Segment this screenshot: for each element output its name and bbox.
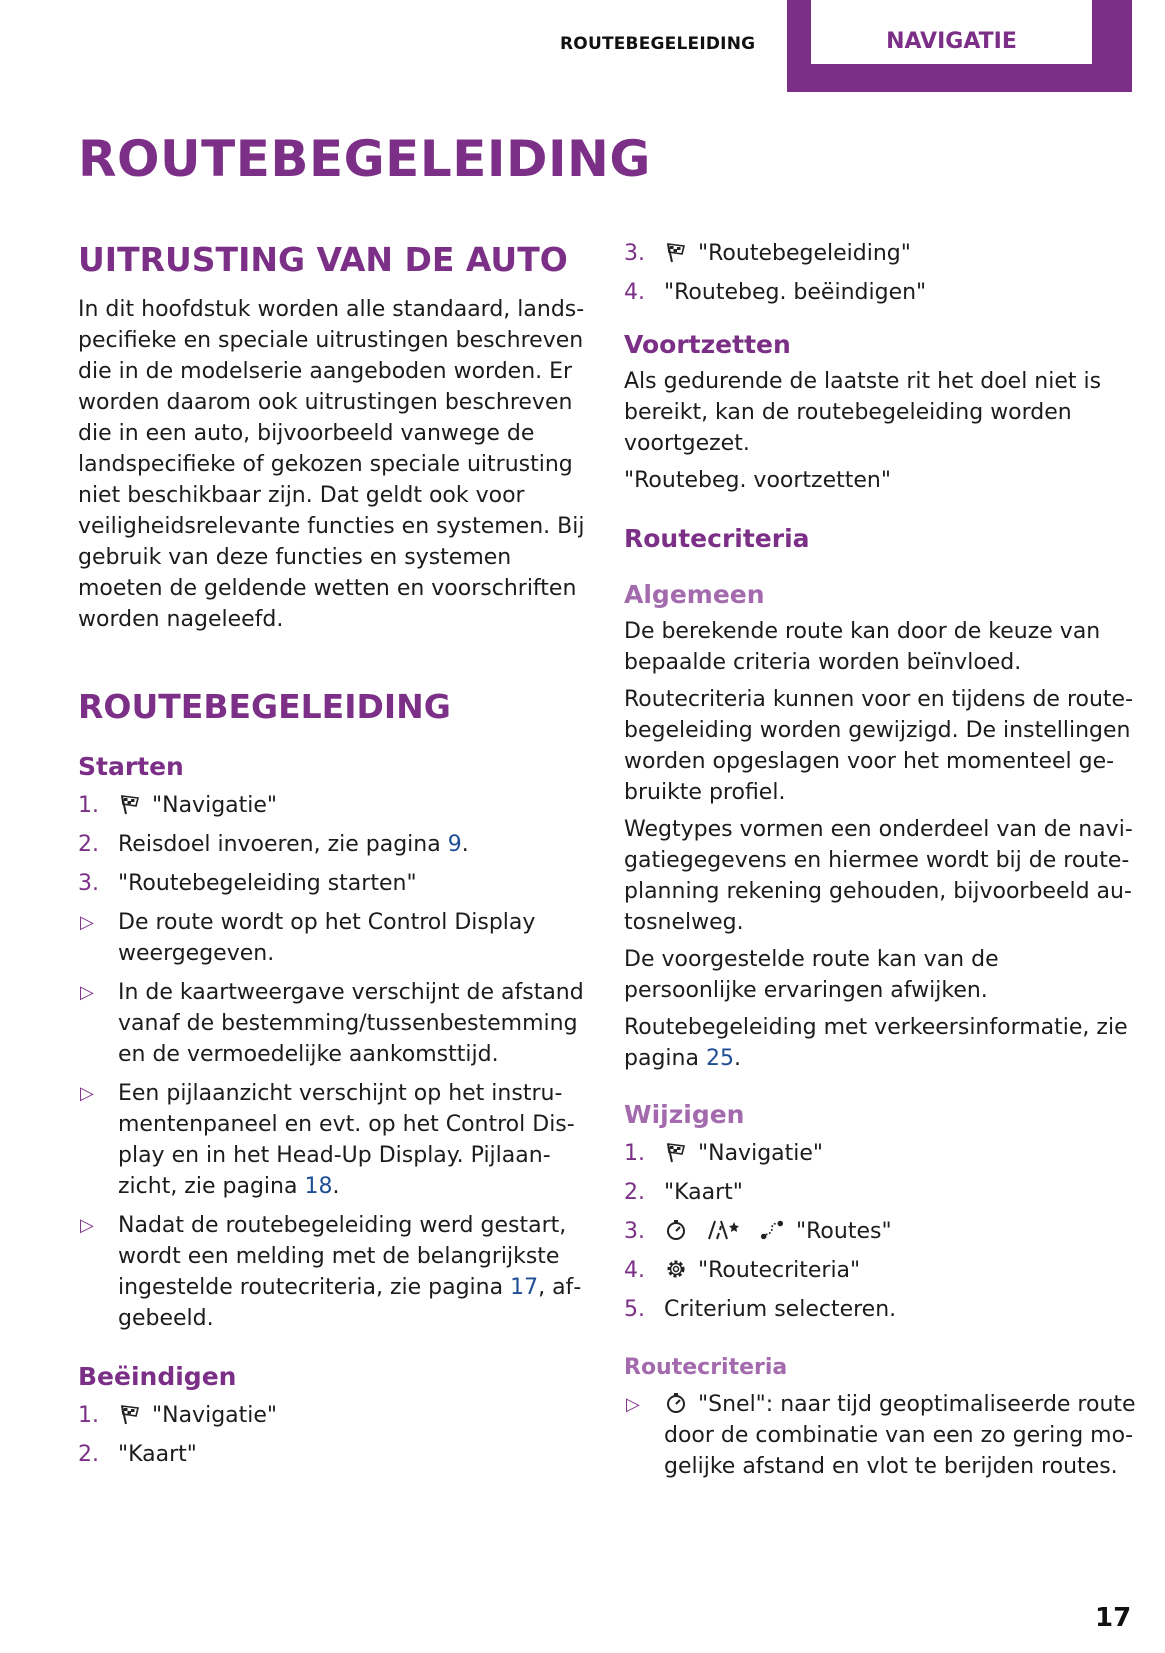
page-link[interactable]: 18 [304,1174,333,1200]
left-column [78,240,590,1478]
step-number: 1. [78,793,99,819]
end-steps-continued [624,238,1136,308]
step-number: 2. [78,1442,99,1468]
list-item [624,1138,1136,1169]
step-text: "Kaart" [664,1180,743,1205]
step-text: "Navigatie" [152,793,278,819]
list-item: 2. Reisdoel invoeren, zie pagina 9. [78,829,590,860]
navigation-flag-icon [664,241,688,263]
start-steps [78,790,590,1334]
step-number: 3. [624,1219,645,1244]
triangle-bullet-icon: ▷ [626,1394,640,1416]
continue-text: Als gedurende de laatste rit het doel niet is bereikt, kan de routebegeleiding worden voortgezet. [624,369,1102,456]
bullet-item [78,977,590,1070]
page-link[interactable]: 9 [447,832,462,858]
bullet-item: ▷ Een pijlaanzicht verschijnt op het instrumentenpaneel en evt. op het Control Display en in het Head-Up Display. Pijlaanzicht, zie pagina 18. [78,1078,590,1202]
step-text: "Kaart" [118,1442,197,1468]
list-item [624,1177,1136,1208]
list-item [78,1439,590,1470]
general-p5: Routebegeleiding met verkeersinformatie, zie pagina 25. [624,1015,1128,1071]
list-item [624,277,1136,308]
step-text: "Routes" [796,1219,892,1244]
bullet-text: Nadat de routebegeleiding werd gestart, wordt een melding met de belangrijkste ingestelde routecriteria, zie pagina [118,1213,567,1301]
triangle-bullet-icon: ▷ [80,1215,94,1237]
list-item [78,868,590,899]
change-steps [624,1138,1136,1325]
bullet-text: De route wordt op het Control Display weergegeven. [118,910,536,967]
continue-action: "Routebeg. voortzetten" [624,468,891,493]
page-number: 17 [1095,1603,1132,1633]
change-heading: Wijzigen [624,1100,745,1129]
bullet-item [78,907,590,969]
road-icon [706,1219,742,1241]
stopwatch-icon [664,1392,688,1414]
end-steps [78,1400,590,1470]
right-column [624,238,1136,1490]
sub-criteria-bullets [624,1389,1136,1482]
triangle-bullet-icon: ▷ [80,1083,94,1105]
equipment-heading: UITRUSTING VAN DE AUTO [78,240,568,279]
step-text: Criterium selecteren. [664,1297,897,1322]
page-link[interactable]: 17 [510,1275,539,1301]
step-number: 5. [624,1297,645,1322]
gear-icon [664,1258,688,1280]
step-text: "Routecriteria" [698,1258,861,1283]
bullet-item: ▷ Nadat de routebegeleiding werd gestart, wordt een melding met de belangrijkste ingestelde routecriteria, zie pagina 17, afgebeeld. [78,1210,590,1334]
step-number: 3. [624,241,645,266]
list-item [624,1216,1136,1247]
stopwatch-icon [664,1219,688,1241]
step-number: 2. [78,832,99,858]
route-icon [760,1219,784,1241]
navigation-flag-icon [118,793,142,815]
step-text: "Routebegeleiding" [698,241,911,266]
bullet-text: Een pijlaanzicht verschijnt op het instrumentenpaneel en evt. op het Control Display en in het Head-Up Display. Pijlaanzicht, zie pagina [118,1081,575,1200]
triangle-bullet-icon: ▷ [80,982,94,1004]
guidance-heading: ROUTEBEGELEIDING [78,686,451,726]
step-number: 4. [624,1258,645,1283]
chapter-tab-label: NAVIGATIE [886,29,1017,54]
general-p4: De voorgestelde route kan van de persoonlijke ervaringen afwijken. [624,947,999,1003]
triangle-bullet-icon: ▷ [80,912,94,934]
bullet-text: "Snel": naar tijd geoptimaliseerde route door de combinatie van een zo gering mogelijke afstand en vlot te berijden routes. [664,1392,1136,1480]
step-number: 3. [78,871,99,897]
step-text: "Routebegeleiding starten" [118,871,417,897]
page-link[interactable]: 25 [705,1046,734,1071]
bullet-item [624,1389,1136,1482]
start-heading: Starten [78,752,184,782]
general-p1: De berekende route kan door de keuze van bepaalde criteria worden beïnvloed. [624,619,1101,675]
step-text: "Navigatie" [698,1141,824,1166]
list-item [78,790,590,821]
step-number: 1. [78,1403,99,1429]
step-number: 4. [624,280,645,305]
running-header-section: ROUTEBEGELEIDING [560,34,756,54]
list-item [624,238,1136,269]
sub-criteria-heading: Routecriteria [624,1355,788,1380]
bullet-text: In de kaartweergave verschijnt de afstand vanaf de bestemming/tussenbestemming en de vermoedelijke aankomsttijd. [118,980,584,1068]
step-number: 1. [624,1141,645,1166]
criteria-heading: Routecriteria [624,524,810,553]
navigation-flag-icon [118,1403,142,1425]
list-item [624,1294,1136,1325]
chapter-tab [787,0,1132,92]
continue-heading: Voortzetten [624,330,791,359]
step-text: Reisdoel invoeren, zie pagina [118,832,448,858]
step-text: "Routebeg. beëindigen" [664,280,927,305]
end-heading: Beëindigen [78,1362,237,1392]
list-item [624,1255,1136,1286]
general-heading: Algemeen [624,580,765,609]
equipment-text: In dit hoofdstuk worden alle standaard, landspecifieke en speciale uitrustingen beschreven die in de modelserie aangeboden worden. Er worden daarom ook uitrustingen beschreven die in een auto, bijvoorbeeld vanwege de landspecifieke of gekozen speciale uitrusting niet beschikbaar zijn. Dat geldt ook voor veiligheidsrelevante functies en systemen. Bij gebruik van deze functies en systemen moeten de geldende wetten en voorschriften worden nageleefd. [78,296,585,632]
step-text: "Navigatie" [152,1403,278,1429]
general-p2: Routecriteria kunnen voor en tijdens de routebegeleiding worden gewijzigd. De instellingen worden opgeslagen voor het momenteel gebruikte profiel. [624,687,1134,805]
general-p3: Wegtypes vormen een onderdeel van de navigatiegegevens en hiermee wordt bij de routeplanning rekening gehouden, bijvoorbeeld autosnelweg. [624,817,1133,935]
list-item [78,1400,590,1431]
step-number: 2. [624,1180,645,1205]
page-title: ROUTEBEGELEIDING [78,130,651,188]
navigation-flag-icon [664,1141,688,1163]
